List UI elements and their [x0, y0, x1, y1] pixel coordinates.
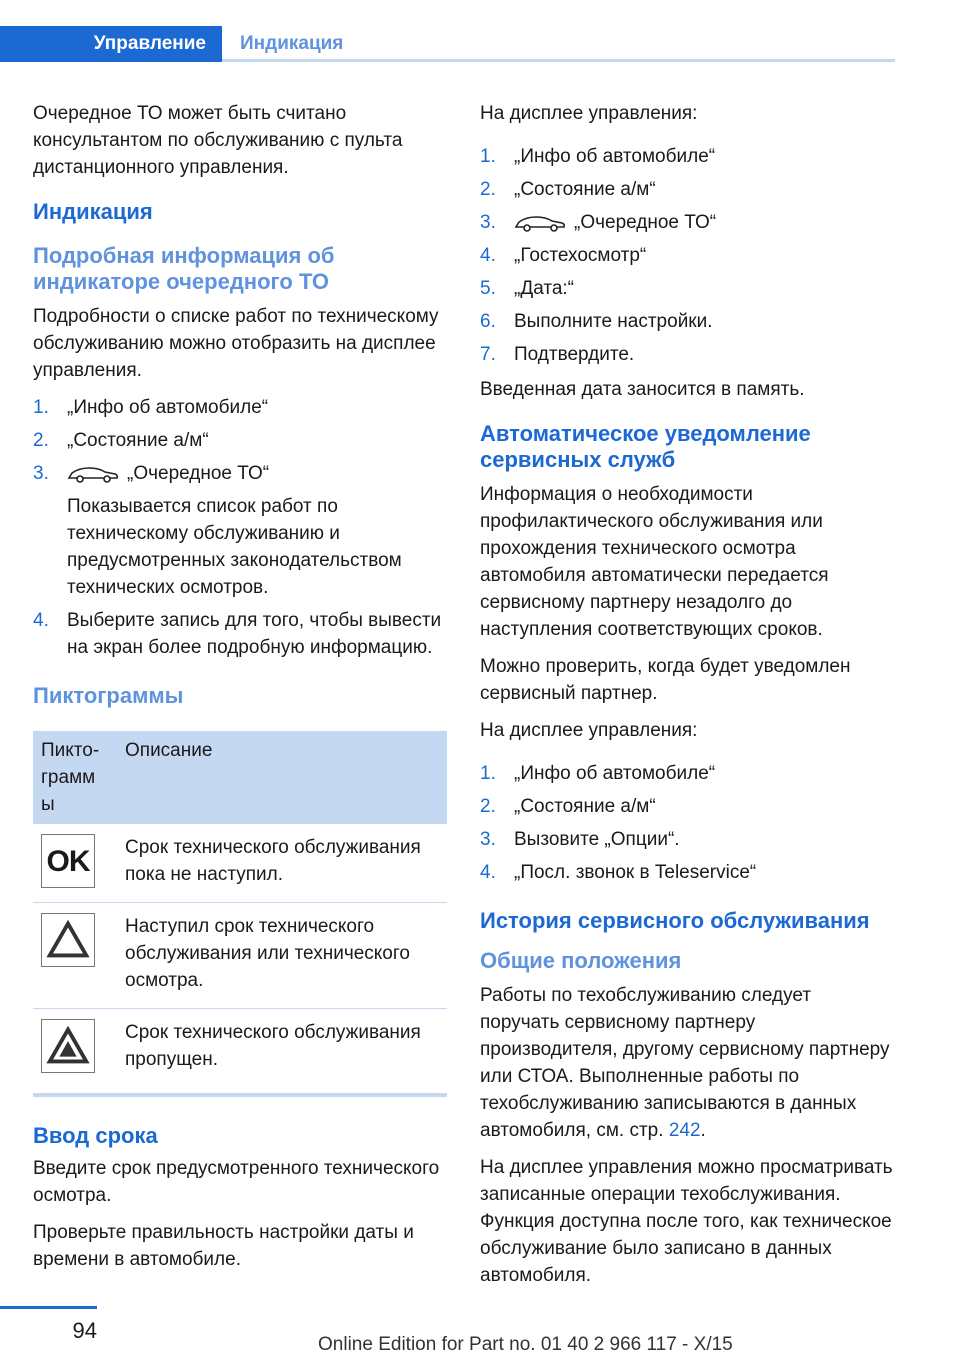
list-item: 4. „Гостехосмотр“ — [480, 245, 647, 266]
list-item: 3. Вызовите „Опции“. — [480, 829, 680, 850]
general-paragraph-2: На дисплее управления можно просматривать записанные операции техобслуживания. Функция доступна после того, как техническое обслуживание было записано в данных автомобиля. — [480, 1157, 893, 1286]
list-item-detail: Показывается список работ по техническому обслуживанию и предусмотренных законодательством технических осмотров. — [67, 496, 402, 598]
date-paragraph-1: Введите срок предусмотренного технического осмотра. — [33, 1158, 440, 1206]
tab-indication[interactable]: Индикация — [240, 33, 344, 54]
list-item: 4. „Посл. звонок в Teleservice“ — [480, 862, 757, 883]
list-item: 1. „Инфо об автомобиле“ — [33, 397, 269, 418]
list-item: 6. Выполните настройки. — [480, 311, 713, 332]
auto-paragraph-2: Можно проверить, когда будет уведомлен сервисный партнер. — [480, 656, 851, 704]
heading-indication: Индикация — [33, 199, 153, 224]
table-cell-description: Срок технического обслуживания пропущен. — [125, 1022, 421, 1070]
auto-paragraph-1: Информация о необходимости профилактического обслуживания или прохождения технического осмотра автомобиля автоматически передается сервисному партнеру незадолго до наступления соответствующих сроков. — [480, 484, 829, 640]
list-item: 2. „Состояние а/м“ — [480, 179, 656, 200]
car-service-icon — [514, 213, 566, 233]
details-paragraph: Подробности о списке работ по техническому обслуживанию можно отобразить на дисплее управления. — [33, 306, 439, 381]
list-item: 4. Выберите запись для того, чтобы вывести на экран более подробную информацию. — [33, 610, 442, 658]
right-column — [480, 100, 894, 1299]
intro-paragraph: Очередное ТО может быть считано консультантом по обслуживанию с пульта дистанционного управления. — [33, 103, 403, 178]
heading-date-input: Ввод срока — [33, 1123, 158, 1148]
header-divider — [222, 59, 895, 62]
heading-auto-notification: Автоматическое уведомление сервисных служб — [480, 421, 811, 472]
table-header-description: Описание — [117, 731, 447, 824]
list-item: 3. „Очередное ТО“ — [480, 212, 717, 233]
list-item: 2. „Состояние а/м“ — [480, 796, 656, 817]
heading-service-history: История сервисного обслуживания — [480, 908, 870, 933]
left-column — [33, 100, 447, 1283]
footer-rule — [0, 1306, 97, 1309]
general-paragraph-1: Работы по техобслуживанию следует поручать сервисному партнеру производителя, другому сервисному партнеру или СТОА. Выполненные работы по техобслуживанию записываются в данных автомобиля, см. стр. 242. — [480, 985, 890, 1141]
table-row — [33, 824, 447, 903]
display-label-2: На дисплее управления: — [480, 720, 698, 741]
list-item: 3. „Очередное ТО“ Показывается список работ по техническому обслуживанию и предусмотренных законодательством технических осмотров. — [33, 460, 447, 601]
heading-pictograms: Пиктограммы — [33, 683, 184, 708]
car-service-icon — [67, 464, 119, 484]
list-item: 1. „Инфо об автомобиле“ — [480, 146, 716, 167]
tab-controls[interactable]: Управление — [0, 26, 222, 62]
page-number: 94 — [72, 1318, 97, 1343]
table-row — [33, 903, 447, 1009]
edition-footer: Online Edition for Part no. 01 40 2 966 117 - X/15 — [318, 1334, 733, 1355]
warning-triangle-icon — [41, 913, 95, 967]
page-link[interactable]: 242 — [668, 1120, 701, 1141]
date-steps — [480, 143, 894, 368]
teleservice-steps — [480, 760, 894, 886]
pictogram-table — [33, 731, 447, 1087]
header-bar — [0, 0, 895, 62]
heading-general: Общие положения — [480, 948, 682, 973]
list-item: 2. „Состояние а/м“ — [33, 430, 209, 451]
details-steps — [33, 394, 447, 661]
table-end-rule — [33, 1093, 447, 1097]
warning-triangle-exclaim-icon — [41, 1019, 95, 1073]
saved-note: Введенная дата заносится в память. — [480, 379, 805, 400]
table-header-pictograms: Пикто-грамм ы — [33, 731, 117, 824]
list-item: 1. „Инфо об автомобиле“ — [480, 763, 716, 784]
table-cell-description: Срок технического обслуживания пока не наступил. — [117, 824, 447, 903]
list-item: 7. Подтвердите. — [480, 344, 635, 365]
list-item: 5. „Дата:“ — [480, 278, 575, 299]
heading-details: Подробная информация об индикаторе очередного ТО — [33, 243, 335, 294]
ok-icon: OK — [41, 834, 95, 888]
display-label: На дисплее управления: — [480, 103, 698, 124]
date-paragraph-2: Проверьте правильность настройки даты и времени в автомобиле. — [33, 1222, 414, 1270]
table-row — [33, 1009, 447, 1088]
table-cell-description: Наступил срок технического обслуживания или технического осмотра. — [117, 903, 447, 1009]
